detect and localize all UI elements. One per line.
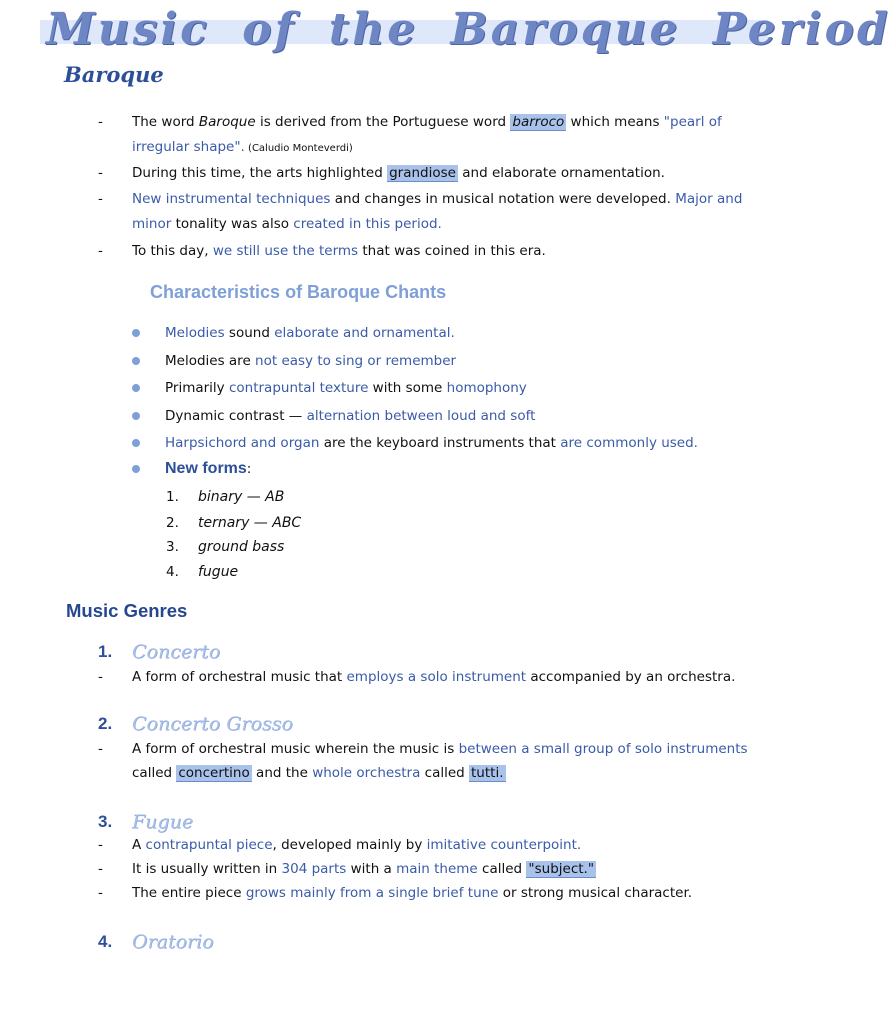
blue-text: between a small group of solo instruments	[458, 741, 748, 757]
citation-note: (Caludio Monteverdi)	[244, 143, 353, 154]
genre-name: Concerto Grosso	[132, 713, 293, 735]
form-name: fugue	[198, 564, 239, 580]
blue-text: "pearl of	[663, 114, 722, 130]
text-run: Melodies are	[165, 353, 256, 369]
text-run: are the keyboard instruments that	[319, 435, 561, 451]
form-name: ground bass	[198, 539, 285, 555]
blue-text: whole orchestra	[312, 765, 421, 781]
genre-number: 4.	[98, 932, 113, 951]
form-number: 4.	[166, 564, 179, 580]
text-run: Dynamic contrast —	[165, 408, 307, 424]
bullet-text	[165, 323, 455, 343]
text-run: A form of orchestral music that	[132, 669, 347, 685]
text-run: Primarily	[165, 380, 229, 396]
bullet-text	[165, 406, 535, 426]
bullet-dot	[132, 465, 140, 473]
section-heading-baroque: Baroque	[64, 62, 164, 87]
genre-number: 2.	[98, 714, 113, 733]
genre-description	[132, 667, 735, 687]
genre-description	[132, 763, 506, 783]
text-run: which means	[566, 114, 664, 130]
text-run: called	[477, 861, 527, 877]
genre-name: Fugue	[132, 811, 194, 833]
form-number: 2.	[166, 515, 179, 531]
music-genres-heading: Music Genres	[66, 600, 188, 621]
highlighted-term: concertino	[178, 765, 250, 781]
text-run: with some	[368, 380, 447, 396]
bullet-dot	[132, 357, 140, 365]
blue-text: employs a solo instrument	[346, 669, 527, 685]
text-run: A	[132, 837, 146, 853]
item-text	[132, 241, 546, 261]
genre-description	[132, 835, 581, 855]
text-run: To this day,	[132, 243, 213, 259]
blue-text: minor	[132, 216, 172, 232]
blue-text: New instrumental techniques	[132, 191, 331, 207]
highlighted-term: grandiose	[389, 165, 456, 181]
text-run: Baroque	[198, 114, 256, 130]
form-number: 3.	[166, 539, 179, 555]
dash-bullet: -	[98, 114, 103, 130]
bullet-dot	[132, 329, 140, 337]
blue-text: imitative counterpoint.	[426, 837, 582, 853]
bullet-text	[165, 351, 456, 371]
dash-bullet: -	[98, 165, 103, 181]
bullet-dot	[132, 384, 140, 392]
characteristics-heading: Characteristics of Baroque Chants	[150, 282, 447, 302]
dash-bullet: -	[98, 837, 103, 853]
bullet-dot	[132, 412, 140, 420]
genre-name: Concerto	[132, 641, 221, 663]
item-text	[132, 163, 665, 183]
text-run: The entire piece	[132, 885, 246, 901]
new-forms-label	[165, 459, 251, 479]
highlighted-term: tutti.	[471, 765, 504, 781]
page-title: Music of the Baroque Period	[46, 4, 891, 55]
blue-text: contrapuntal texture	[228, 380, 369, 396]
blue-text: elaborate and ornamental.	[274, 325, 455, 341]
form-number: 1.	[166, 489, 179, 505]
text-run: It is usually written in	[132, 861, 282, 877]
text-run: or strong musical character.	[498, 885, 693, 901]
genre-description	[132, 739, 748, 759]
genre-number: 1.	[98, 642, 113, 661]
item-text-continued	[132, 214, 442, 234]
blue-text: created in this period.	[293, 216, 442, 232]
genre-description	[132, 859, 596, 879]
text-run: During this time, the arts highlighted	[132, 165, 388, 181]
text-run: The word	[132, 114, 199, 130]
dash-bullet: -	[98, 885, 103, 901]
blue-text: grows mainly from a single brief tune	[245, 885, 499, 901]
text-run: is derived from the Portuguese word	[255, 114, 511, 130]
colon: :	[246, 461, 252, 477]
blue-text: irregular shape".	[132, 139, 245, 155]
blue-text: main theme	[396, 861, 478, 877]
item-text	[132, 189, 742, 209]
text-run: A form of orchestral music wherein the music is	[132, 741, 459, 757]
text-run: sound	[224, 325, 275, 341]
blue-text: Major and	[675, 191, 743, 207]
text-run: that was coined in this era.	[358, 243, 546, 259]
blue-text: Melodies	[165, 325, 225, 341]
text-run: with a	[346, 861, 397, 877]
blue-text: are commonly used.	[560, 435, 698, 451]
blue-text: 304 parts	[281, 861, 347, 877]
dash-bullet: -	[98, 669, 103, 685]
dash-bullet: -	[98, 191, 103, 207]
dash-bullet: -	[98, 741, 103, 757]
dash-bullet: -	[98, 243, 103, 259]
genre-name: Oratorio	[132, 931, 214, 953]
text-run: , developed mainly by	[272, 837, 427, 853]
text-run: tonality was also	[171, 216, 294, 232]
blue-text: contrapuntal piece	[145, 837, 273, 853]
dash-bullet: -	[98, 861, 103, 877]
bullet-text	[165, 378, 527, 398]
blue-text: not easy to sing or remember	[255, 353, 457, 369]
blue-text: Harpsichord and organ	[165, 435, 320, 451]
blue-text: alternation between loud and soft	[306, 408, 536, 424]
text-run: called	[420, 765, 470, 781]
form-name: binary — AB	[198, 489, 285, 505]
genre-number: 3.	[98, 812, 113, 831]
item-text-continued	[132, 137, 353, 159]
item-text	[132, 112, 722, 132]
new-forms-heading: New forms	[165, 460, 247, 477]
bullet-text	[165, 433, 698, 453]
text-run: and elaborate ornamentation.	[457, 165, 665, 181]
form-name: ternary — ABC	[198, 515, 302, 531]
genre-description	[132, 883, 692, 903]
text-run: and changes in musical notation were developed.	[330, 191, 676, 207]
highlighted-term: barroco	[512, 114, 565, 130]
highlighted-term: "subject."	[528, 861, 595, 877]
text-run: and the	[251, 765, 313, 781]
text-run: called	[132, 765, 177, 781]
blue-text: homophony	[446, 380, 527, 396]
text-run: accompanied by an orchestra.	[526, 669, 736, 685]
bullet-dot	[132, 439, 140, 447]
blue-text: we still use the terms	[212, 243, 359, 259]
